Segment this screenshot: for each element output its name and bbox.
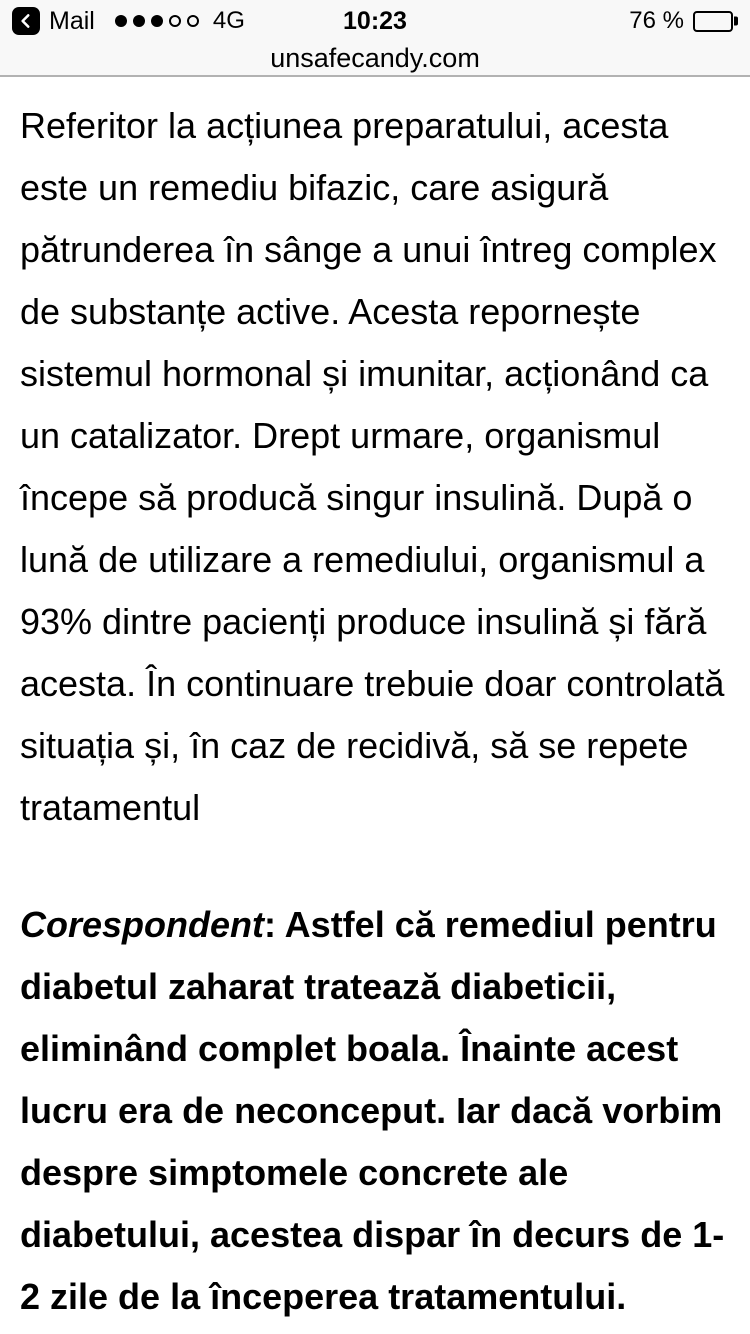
- text-line: eliminând complet boala. Înainte acest: [20, 1028, 679, 1069]
- text-line: lucru era de neconceput. Iar dacă vorbim: [20, 1090, 723, 1131]
- article-paragraph-2: [20, 894, 730, 1328]
- paragraph-lead-rest: : Astfel că remediul pentru: [264, 904, 717, 945]
- text-line: Referitor la acțiunea preparatului, acesta: [20, 105, 669, 146]
- paragraph-2-rest: [20, 956, 730, 1328]
- text-line: diabetul zaharat tratează diabeticii,: [20, 966, 617, 1007]
- text-line: 93% dintre pacienți produce insulină și fără: [20, 601, 707, 642]
- back-to-app-label[interactable]: Mail: [49, 6, 95, 35]
- battery-nub: [734, 17, 738, 26]
- signal-dot: [115, 15, 127, 27]
- text-line: începe să producă singur insulină. După o: [20, 477, 693, 518]
- battery-icon: [693, 11, 733, 32]
- text-line: tratamentul: [20, 787, 201, 828]
- text-line: pătrunderea în sânge a unui întreg complex: [20, 229, 717, 270]
- battery-group: [629, 7, 738, 35]
- text-line: de substanțe active. Acesta repornește: [20, 291, 641, 332]
- clock: 10:23: [343, 6, 407, 35]
- address-bar[interactable]: [0, 42, 750, 75]
- signal-dot: [169, 15, 181, 27]
- text-line: un catalizator. Drept urmare, organismul: [20, 415, 661, 456]
- status-bar: [0, 0, 750, 42]
- signal-strength-icon: [115, 15, 199, 27]
- text-line: [20, 894, 730, 956]
- network-type-label: 4G: [212, 7, 245, 34]
- text-line: sistemul hormonal și imunitar, acționând ca: [20, 353, 709, 394]
- text-line: acesta. În continuare trebuie doar controlată: [20, 663, 725, 704]
- text-line: despre simptomele concrete ale: [20, 1152, 569, 1193]
- text-line: diabetului, acestea dispar în decurs de 1-: [20, 1214, 725, 1255]
- back-to-app-button[interactable]: [12, 7, 40, 35]
- article-paragraph-1: [20, 95, 730, 839]
- signal-dot: [133, 15, 145, 27]
- signal-dot: [151, 15, 163, 27]
- battery-percent-label: 76 %: [629, 7, 684, 34]
- signal-dot: [187, 15, 199, 27]
- text-line: situația și, în caz de recidivă, să se repete: [20, 725, 689, 766]
- paragraph-lead: Corespondent: [20, 904, 265, 945]
- text-line: 2 zile de la începerea tratamentului.: [20, 1276, 627, 1317]
- text-line: este un remediu bifazic, care asigură: [20, 167, 609, 208]
- address-bar-domain: unsafecandy.com: [270, 43, 480, 73]
- chevron-left-icon: [17, 12, 35, 30]
- article-content: [0, 77, 750, 1328]
- browser-chrome: [0, 0, 750, 77]
- text-line: lună de utilizare a remediului, organismul a: [20, 539, 705, 580]
